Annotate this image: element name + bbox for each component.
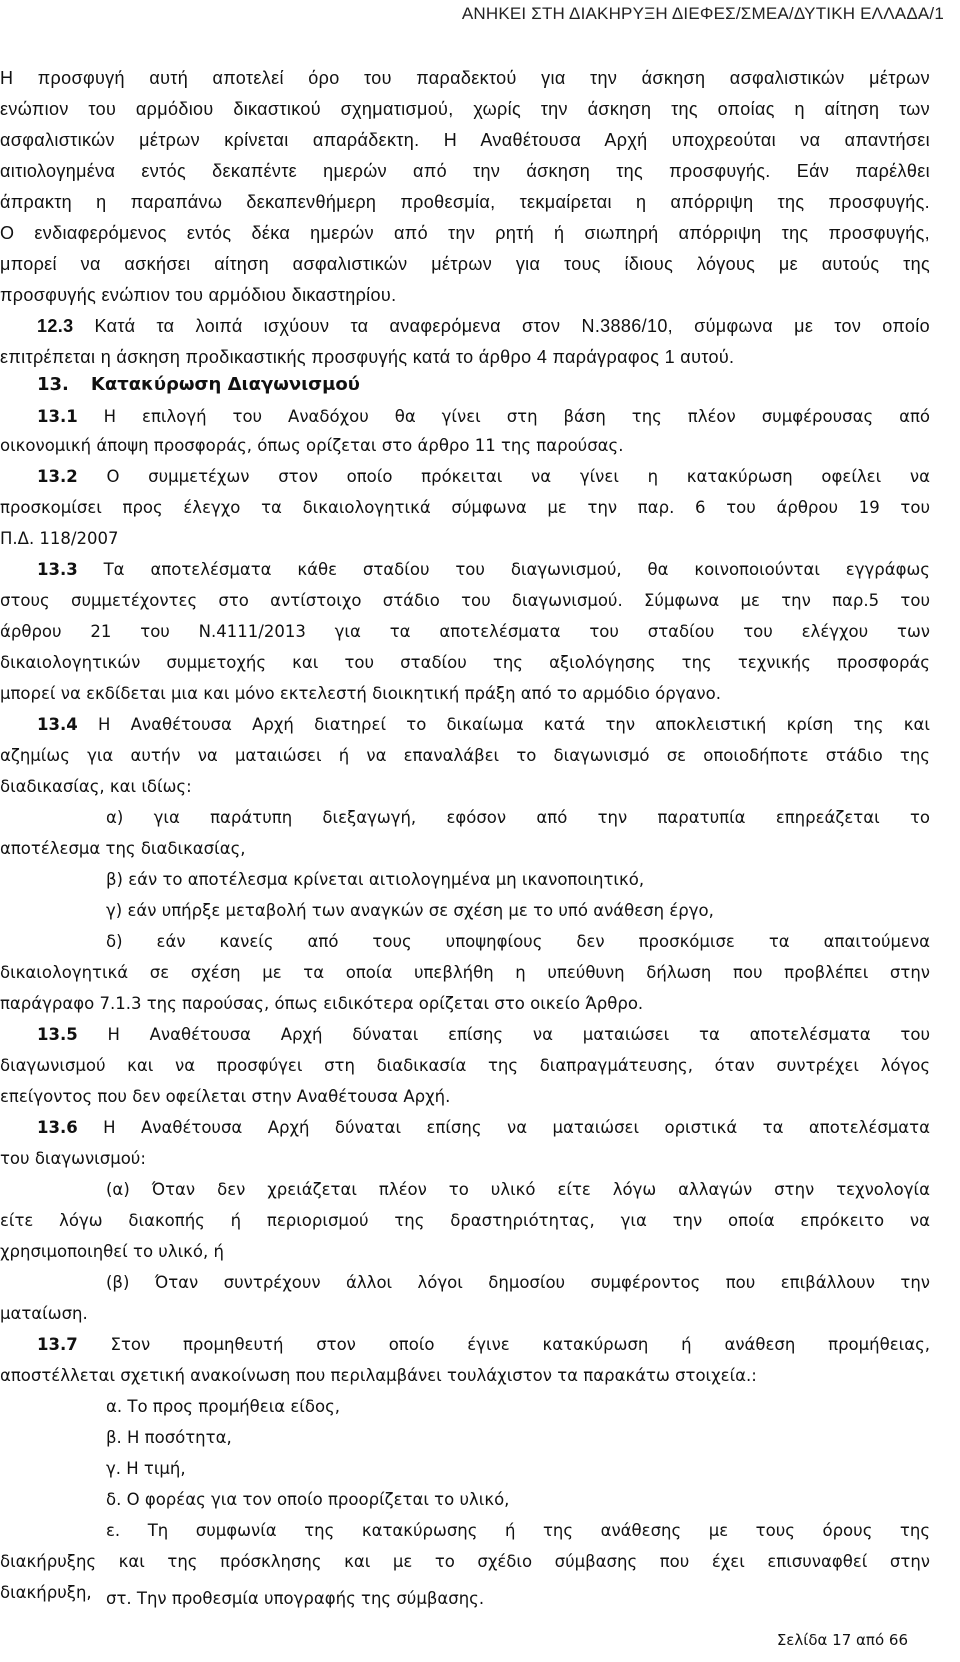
paragraph-number: 13.6 — [37, 1118, 78, 1137]
paragraph-line: επείγοντος που δεν οφείλεται στην Αναθέτουσα Αρχή. — [0, 1087, 451, 1106]
paragraph-number: 13.1 — [37, 407, 78, 426]
list-item: γ) εάν υπήρξε μεταβολή των αναγκών σε σχέση με το υπό ανάθεση έργο, — [106, 901, 714, 920]
paragraph-line: στους συμμετέχοντες στο αντίστοιχο στάδιο του διαγωνισμού. Σύμφωνα με την παρ.5 του — [0, 591, 930, 610]
paragraph-13-3 — [37, 553, 930, 586]
paragraph-line: οικονομική άποψη προσφοράς, όπως ορίζεται στο άρθρο 11 της παρούσας. — [0, 436, 624, 455]
paragraph-line: Η προσφυγή αυτή αποτελεί όρο του παραδεκτού για την άσκηση ασφαλιστικών μέτρων — [0, 68, 930, 88]
section-heading-number: 13. — [37, 374, 69, 395]
paragraph-text: Η Αναθέτουσα Αρχή διατηρεί το δικαίωμα κατά την αποκλειστική κρίση της και — [77, 715, 930, 734]
paragraph-line: διαγωνισμού και να προσφύγει στη διαδικασία της διαπραγμάτευσης, όταν συντρέχει λόγος — [0, 1056, 930, 1075]
paragraph-line: διακήρυξης και της πρόσκλησης και με το σχέδιο σύμβασης που έχει επισυναφθεί στην — [0, 1552, 930, 1571]
paragraph-13-4 — [37, 708, 930, 741]
list-item: α. Το προς προμήθεια είδος, — [106, 1397, 341, 1416]
page-number: Σελίδα 17 από 66 — [776, 1631, 908, 1649]
paragraph-line: αποστέλλεται σχετική ανακοίνωση που περιλαμβάνει τουλάχιστον τα παρακάτω στοιχεία.: — [0, 1366, 757, 1385]
list-item: δ) εάν κανείς από τους υποψηφίους δεν προσκόμισε τα απαιτούμενα — [106, 932, 930, 951]
paragraph-text: Η Αναθέτουσα Αρχή δύναται επίσης να ματαιώσει οριστικά τα αποτελέσματα — [77, 1118, 930, 1137]
paragraph-text: Η επιλογή του Αναδόχου θα γίνει στη βάση της πλέον συμφέρουσας από — [77, 407, 930, 426]
paragraph-line: είτε λόγω διακοπής ή περιορισμού της δραστηριότητας, για την οποία επρόκειτο να — [0, 1211, 930, 1230]
paragraph-line: αιτιολογημένα εντός δεκαπέντε ημερών από την άσκηση της προσφυγής. Εάν παρέλθει — [0, 161, 930, 181]
list-item: (α) Όταν δεν χρειάζεται πλέον το υλικό είτε λόγω αλλαγών στην τεχνολογία — [106, 1180, 930, 1199]
paragraph-line: προσφυγής ενώπιον του αρμόδιου δικαστηρίου. — [0, 285, 397, 305]
paragraph-line: μπορεί να ασκήσει αίτηση ασφαλιστικών μέτρων για τους ίδιους λόγους με αυτούς της — [0, 254, 930, 274]
list-item: ε. Τη συμφωνία της κατακύρωσης ή της ανάθεσης με τους όρους της — [106, 1521, 930, 1540]
paragraph-line: διακήρυξη, — [0, 1583, 92, 1602]
paragraph-13-6 — [37, 1111, 930, 1144]
section-heading — [37, 368, 360, 401]
paragraph-number: 13.4 — [37, 715, 78, 734]
paragraph-number: 12.3 — [37, 316, 74, 336]
list-item: α) για παράτυπη διεξαγωγή, εφόσον από την παρατυπία επηρεάζεται το — [106, 808, 930, 827]
paragraph-text: Κατά τα λοιπά ισχύουν τα αναφερόμενα στον Ν.3886/10, σύμφωνα με τον οποίο — [73, 316, 930, 336]
paragraph-line: Ο ενδιαφερόμενος εντός δέκα ημερών από την ρητή ή σιωπηρή απόρριψη της προσφυγής, — [0, 223, 930, 243]
paragraph-13-2 — [37, 460, 930, 493]
paragraph-line: ματαίωση. — [0, 1304, 88, 1323]
paragraph-line: ασφαλιστικών μέτρων κρίνεται απαράδεκτη. Η Αναθέτουσα Αρχή υποχρεούται να απαντήσει — [0, 130, 930, 150]
paragraph-line: Π.Δ. 118/2007 — [0, 529, 119, 548]
paragraph-12-3 — [37, 310, 930, 343]
list-item: γ. Η τιμή, — [106, 1459, 186, 1478]
paragraph-number: 13.3 — [37, 560, 78, 579]
paragraph-line: άπρακτη η παραπάνω δεκαπενθήμερη προθεσμία, τεκμαίρεται η απόρριψη της προσφυγής. — [0, 192, 930, 212]
list-item: (β) Όταν συντρέχουν άλλοι λόγοι δημοσίου συμφέροντος που επιβάλλουν την — [106, 1273, 930, 1292]
paragraph-line: επιτρέπεται η άσκηση προδικαστικής προσφυγής κατά το άρθρο 4 παράγραφος 1 αυτού. — [0, 347, 735, 367]
paragraph-line: δικαιολογητικά σε σχέση με τα οποία υπεβλήθη η υπεύθυνη δήλωση που προβλέπει στην — [0, 963, 930, 982]
paragraph-number: 13.2 — [37, 467, 78, 486]
paragraph-line: αζημίως για αυτήν να ματαιώσει ή να επαναλάβει το διαγωνισμό σε οποιοδήποτε στάδιο της — [0, 746, 930, 765]
paragraph-line: αποτέλεσμα της διαδικασίας, — [0, 839, 246, 858]
document-header: ΑΝΗΚΕΙ ΣΤΗ ΔΙΑΚΗΡΥΞΗ ΔΙΕΦΕΣ/ΣΜΕΑ/ΔΥΤΙΚΗ ΕΛΛΑΔΑ/1 — [461, 4, 944, 23]
paragraph-number: 13.5 — [37, 1025, 78, 1044]
paragraph-line: παράγραφο 7.1.3 της παρούσας, όπως ειδικότερα ορίζεται στο οικείο Άρθρο. — [0, 994, 644, 1013]
paragraph-text: Ο συμμετέχων στον οποίο πρόκειται να γίνει η κατακύρωση οφείλει να — [77, 467, 930, 486]
paragraph-text: Η Αναθέτουσα Αρχή δύναται επίσης να ματαιώσει τα αποτελέσματα του — [77, 1025, 930, 1044]
list-item: δ. Ο φορέας για τον οποίο προορίζεται το υλικό, — [106, 1490, 510, 1509]
section-heading-title: Κατακύρωση Διαγωνισμού — [90, 374, 360, 395]
paragraph-line: του διαγωνισμού: — [0, 1149, 146, 1168]
paragraph-line: άρθρου 21 του Ν.4111/2013 για τα αποτελέσματα του σταδίου του ελέγχου των — [0, 622, 930, 641]
paragraph-line: προσκομίσει προς έλεγχο τα δικαιολογητικά σύμφωνα με την παρ. 6 του άρθρου 19 του — [0, 498, 930, 517]
list-item: στ. Την προθεσμία υπογραφής της σύμβασης. — [106, 1589, 485, 1608]
paragraph-13-5 — [37, 1018, 930, 1051]
list-item: β. Η ποσότητα, — [106, 1428, 232, 1447]
paragraph-line: διαδικασίας, και ιδίως: — [0, 777, 192, 796]
paragraph-line: μπορεί να εκδίδεται μια και μόνο εκτελεστή διοικητική πράξη από το αρμόδιο όργανο. — [0, 684, 721, 703]
paragraph-line: χρησιμοποιηθεί το υλικό, ή — [0, 1242, 224, 1261]
paragraph-text: Στον προμηθευτή στον οποίο έγινε κατακύρωση ή ανάθεση προμήθειας, — [77, 1335, 930, 1354]
paragraph-text: Τα αποτελέσματα κάθε σταδίου του διαγωνισμού, θα κοινοποιούνται εγγράφως — [77, 560, 930, 579]
list-item: β) εάν το αποτέλεσμα κρίνεται αιτιολογημένα μη ικανοποιητικό, — [106, 870, 645, 889]
paragraph-number: 13.7 — [37, 1335, 78, 1354]
paragraph-line: δικαιολογητικών συμμετοχής και του σταδίου της αξιολόγησης της τεχνικής προσφοράς — [0, 653, 930, 672]
paragraph-line: ενώπιον του αρμόδιου δικαστικού σχηματισμού, χωρίς την άσκηση της οποίας η αίτηση των — [0, 99, 930, 119]
paragraph-13-7 — [37, 1328, 930, 1361]
